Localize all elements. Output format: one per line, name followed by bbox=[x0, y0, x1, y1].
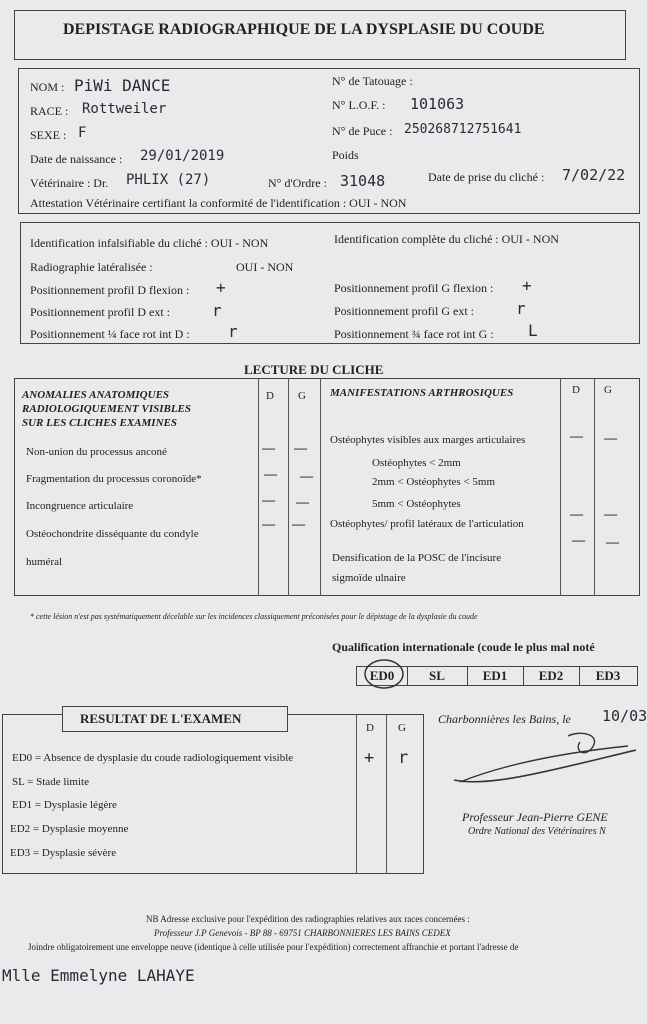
pos-d-ext: Positionnement profil D ext : bbox=[30, 305, 170, 319]
footer-handwritten-name: Mlle Emmelyne LAHAYE bbox=[2, 966, 195, 985]
race-value: Rottweiler bbox=[82, 101, 167, 117]
anom-mark: — bbox=[262, 440, 275, 455]
anom-mark: — bbox=[262, 516, 275, 531]
anom-row: Ostéochondrite disséquante du condyle bbox=[26, 528, 199, 540]
qual-option-ed0: ED0 bbox=[357, 667, 408, 685]
ordre-value: 31048 bbox=[340, 172, 386, 190]
anom-header-3: SUR LES CLICHES EXAMINES bbox=[22, 417, 177, 429]
nom-value: PiWi DANCE bbox=[74, 76, 171, 95]
radio-lat: Radiographie latéralisée : bbox=[30, 260, 153, 274]
lecture-divider-1 bbox=[258, 378, 259, 596]
anom-mark: — bbox=[262, 492, 275, 507]
footer-line3: Joindre obligatoirement une enveloppe neuve (identique à celle utilisée pour l'expédition) correctement affranchie et portant l'adresse de bbox=[28, 942, 519, 952]
pos-g-flex-val: + bbox=[522, 276, 532, 295]
resultat-row: ED1 = Dysplasie légère bbox=[12, 799, 117, 811]
qual-option-ed3: ED3 bbox=[595, 668, 621, 683]
manif-row: sigmoïde ulnaire bbox=[332, 572, 406, 584]
manif-row: Densification de la POSC de l'incisure bbox=[332, 552, 502, 564]
pos-g-ext: Positionnement profil G ext : bbox=[334, 304, 474, 318]
title-box bbox=[14, 10, 626, 60]
manif-mark: — bbox=[604, 506, 617, 521]
anom-mark: — bbox=[300, 468, 313, 483]
signature-scribble bbox=[450, 728, 640, 792]
manif-mark: — bbox=[604, 430, 617, 445]
resultat-divider-1 bbox=[356, 714, 357, 874]
tatouage-label: N° de Tatouage : bbox=[332, 74, 413, 88]
manif-row: 2mm < Ostéophytes < 5mm bbox=[372, 476, 496, 488]
prise-label: Date de prise du cliché : bbox=[428, 170, 545, 184]
manif-mark: — bbox=[570, 506, 583, 521]
anom-row: Incongruence articulaire bbox=[26, 500, 134, 512]
resultat-divider-2 bbox=[386, 714, 387, 874]
anom-header-2: RADIOLOGIQUEMENT VISIBLES bbox=[22, 403, 192, 415]
naissance-label: Date de naissance : bbox=[30, 152, 123, 166]
manif-mark: — bbox=[572, 532, 585, 547]
qual-option-sl: SL bbox=[407, 667, 468, 685]
ordre-label: N° d'Ordre : bbox=[268, 176, 327, 190]
col-g2-header: G bbox=[604, 384, 612, 396]
lecture-divider-4 bbox=[560, 378, 561, 596]
resultat-col-d: D bbox=[366, 722, 374, 734]
anom-mark: — bbox=[264, 466, 277, 481]
lof-value: 101063 bbox=[410, 95, 465, 113]
resultat-d-value: + bbox=[364, 748, 375, 768]
pos-g-rot: Positionnement ¾ face rot int G : bbox=[334, 327, 494, 341]
prise-value: 7/02/22 bbox=[562, 166, 626, 184]
race-label: RACE : bbox=[30, 104, 69, 118]
anom-row: huméral bbox=[26, 556, 63, 568]
footnote: * cette lésion n'est pas systématiquement décelable sur les incidences classiquement préconisées pour le dépistage de la dysplasie du coude bbox=[30, 612, 478, 621]
ident-complete: Identification complète du cliché : OUI - NON bbox=[334, 232, 559, 246]
manif-row: Ostéophytes/ profil latéraux de l'articulation bbox=[330, 518, 524, 530]
sexe-value: F bbox=[78, 125, 87, 141]
anom-header-1: ANOMALIES ANATOMIQUES bbox=[22, 389, 170, 401]
manif-row: 5mm < Ostéophytes bbox=[372, 498, 461, 510]
puce-label: N° de Puce : bbox=[332, 124, 393, 138]
pos-d-rot: Positionnement ¼ face rot int D : bbox=[30, 327, 190, 341]
poids-label: Poids bbox=[332, 148, 359, 162]
resultat-row: ED3 = Dysplasie sévère bbox=[10, 847, 117, 859]
pos-d-flex: Positionnement profil D flexion : bbox=[30, 283, 190, 297]
lecture-divider-3 bbox=[320, 378, 321, 596]
manif-header: MANIFESTATIONS ARTHROSIQUES bbox=[330, 387, 514, 399]
qual-option-ed1: ED1 bbox=[467, 667, 524, 685]
pos-g-flex: Positionnement profil G flexion : bbox=[334, 281, 494, 295]
ident-infals: Identification infalsifiable du cliché : OUI - NON bbox=[30, 236, 269, 250]
signature-place: Charbonnières les Bains, le bbox=[438, 712, 571, 726]
signature-professor: Professeur Jean-Pierre GENE bbox=[462, 810, 608, 824]
resultat-row: ED2 = Dysplasie moyenne bbox=[10, 823, 129, 835]
lecture-title: LECTURE DU CLICHE bbox=[244, 362, 384, 377]
col-d2-header: D bbox=[572, 384, 580, 396]
anom-mark: — bbox=[294, 440, 307, 455]
pos-d-flex-val: + bbox=[216, 278, 226, 297]
manif-row: Ostéophytes < 2mm bbox=[372, 457, 461, 469]
radio-lat-opts: OUI - NON bbox=[236, 260, 294, 274]
pos-g-rot-val: L bbox=[528, 321, 538, 340]
anom-row: Fragmentation du processus coronoïde* bbox=[26, 473, 202, 485]
resultat-col-g: G bbox=[398, 722, 406, 734]
vet-label: Vétérinaire : Dr. bbox=[30, 176, 109, 190]
vet-value: PHLIX (27) bbox=[126, 172, 211, 188]
naissance-value: 29/01/2019 bbox=[140, 148, 225, 164]
pos-d-ext-val: r bbox=[212, 301, 222, 320]
lof-label: N° L.O.F. : bbox=[332, 98, 386, 112]
signature-ordre: Ordre National des Vétérinaires N bbox=[468, 826, 606, 837]
qual-option-ed2: ED2 bbox=[523, 667, 580, 685]
page-title: DEPISTAGE RADIOGRAPHIQUE DE LA DYSPLASIE DU COUDE bbox=[63, 21, 545, 38]
col-d-header: D bbox=[266, 390, 274, 402]
manif-mark: — bbox=[570, 428, 583, 443]
anom-row: Non-union du processus anconé bbox=[26, 446, 167, 458]
pos-g-ext-val: r bbox=[516, 299, 526, 318]
puce-value: 250268712751641 bbox=[404, 122, 522, 137]
anom-mark: — bbox=[296, 494, 309, 509]
resultat-title: RESULTAT DE L'EXAMEN bbox=[80, 711, 242, 726]
footer-line2: Professeur J.P Genevois - BP 88 - 69751 CHARBONNIERES LES BAINS CEDEX bbox=[154, 928, 451, 938]
nom-label: NOM : bbox=[30, 80, 65, 94]
sexe-label: SEXE : bbox=[30, 128, 67, 142]
col-g-header: G bbox=[298, 390, 306, 402]
signature-date: 10/03 bbox=[602, 707, 647, 725]
resultat-g-value: r bbox=[398, 748, 409, 768]
manif-row: Ostéophytes visibles aux marges articulaires bbox=[330, 434, 526, 446]
manif-mark: — bbox=[606, 534, 619, 549]
qualification-title: Qualification internationale (coude le plus mal noté bbox=[332, 640, 595, 654]
attestation-text: Attestation Vétérinaire certifiant la conformité de l'identification : OUI - NON bbox=[30, 196, 407, 210]
anom-mark: — bbox=[292, 516, 305, 531]
resultat-row: SL = Stade limite bbox=[12, 776, 89, 788]
footer-line1: NB Adresse exclusive pour l'expédition des radiographies relatives aux races concernées : bbox=[146, 914, 470, 924]
lecture-divider-5 bbox=[594, 378, 595, 596]
lecture-divider-2 bbox=[288, 378, 289, 596]
ed0-circle-mark bbox=[362, 656, 408, 690]
resultat-row: ED0 = Absence de dysplasie du coude radiologiquement visible bbox=[12, 752, 294, 764]
pos-d-rot-val: r bbox=[228, 322, 238, 341]
